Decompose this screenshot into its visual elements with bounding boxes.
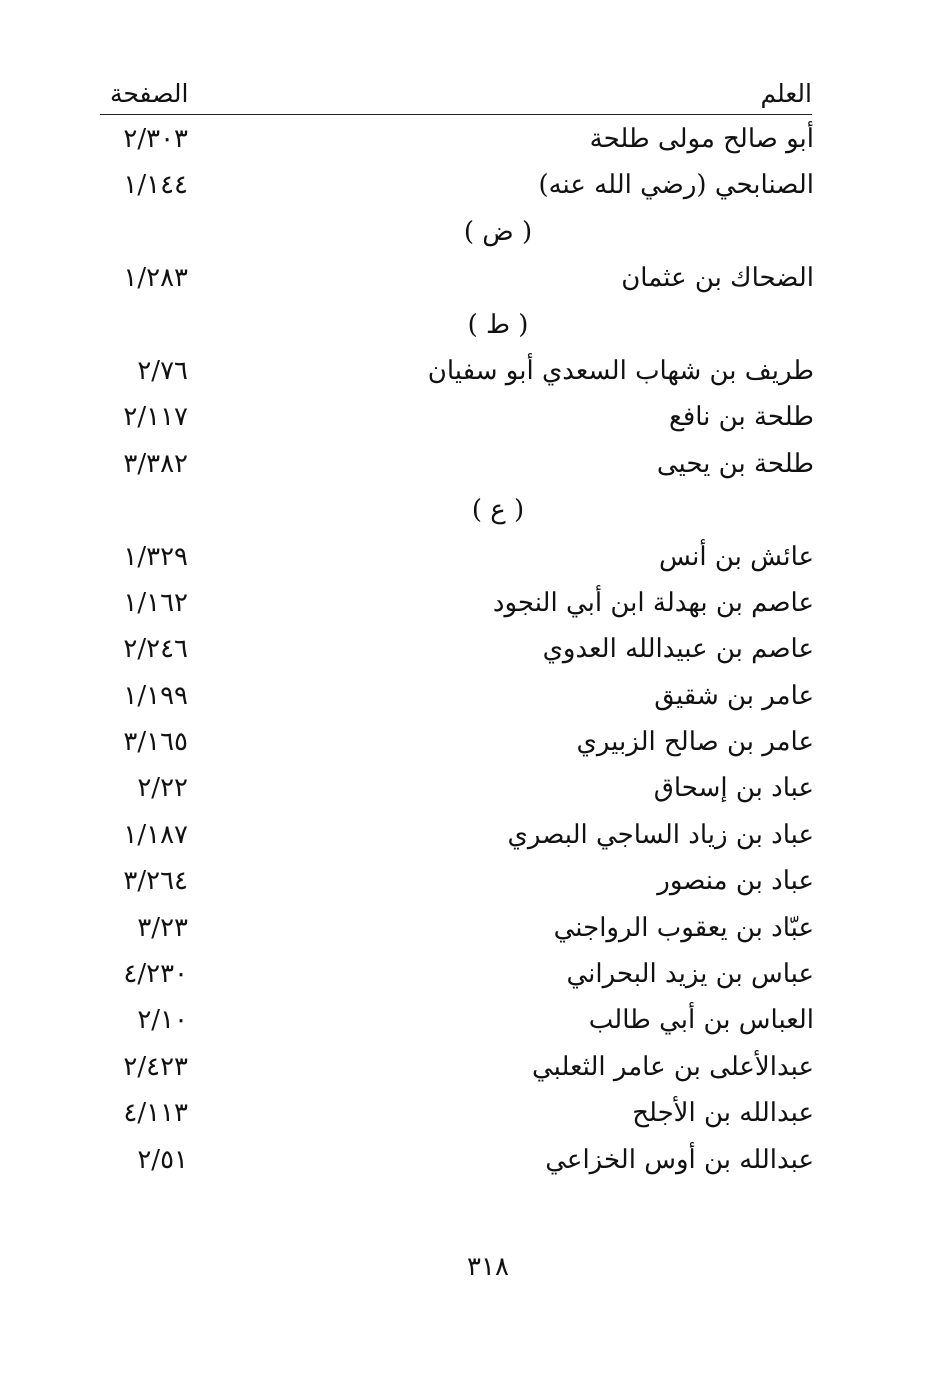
index-entry bbox=[100, 116, 816, 162]
index-entry bbox=[100, 719, 816, 765]
entry-name: طلحة بن يحيى bbox=[656, 448, 814, 479]
index-entry bbox=[100, 580, 816, 626]
entry-name: طريف بن شهاب السعدي أبو سفيان bbox=[427, 355, 814, 386]
index-entry bbox=[100, 1090, 816, 1136]
entry-name: عباد بن منصور bbox=[657, 866, 814, 897]
entry-page-ref: ٤/٢٣٠ bbox=[123, 959, 188, 990]
entry-name: طلحة بن نافع bbox=[668, 402, 814, 433]
section-letter: ( ض ) bbox=[463, 216, 533, 247]
entry-page-ref: ٢/٤٢٣ bbox=[123, 1051, 188, 1082]
entry-page-ref: ٣/٢٣ bbox=[137, 912, 188, 943]
entry-name: عبدالله بن أوس الخزاعي bbox=[545, 1144, 814, 1175]
index-entry bbox=[100, 812, 816, 858]
entry-name: عباس بن يزيد البحراني bbox=[566, 959, 814, 990]
entry-page-ref: ٣/١٦٥ bbox=[123, 727, 188, 758]
index-header bbox=[100, 74, 812, 115]
name-column-heading: العلم bbox=[760, 79, 812, 108]
entry-name: عباد بن زياد الساجي البصري bbox=[507, 819, 814, 850]
index-entry bbox=[100, 765, 816, 811]
letter-section-heading bbox=[100, 487, 816, 533]
entry-name: عبدالأعلى بن عامر الثعلبي bbox=[531, 1051, 814, 1082]
index-entry bbox=[100, 626, 816, 672]
entry-page-ref: ٢/٧٦ bbox=[137, 355, 188, 386]
entry-page-ref: ٢/٥١ bbox=[137, 1144, 188, 1175]
letter-section-heading bbox=[100, 209, 816, 255]
entry-page-ref: ١/١٨٧ bbox=[123, 819, 188, 850]
index-entry bbox=[100, 905, 816, 951]
index-entry bbox=[100, 255, 816, 301]
entry-name: عاصم بن عبيدالله العدوي bbox=[542, 634, 814, 665]
entry-name: عبدالله بن الأجلح bbox=[632, 1098, 814, 1129]
index-entry bbox=[100, 348, 816, 394]
index-entry bbox=[100, 534, 816, 580]
entry-page-ref: ٢/١٠ bbox=[137, 1005, 188, 1036]
entry-name: عاصم بن بهدلة ابن أبي النجود bbox=[492, 587, 814, 618]
entry-page-ref: ٢/١١٧ bbox=[123, 402, 188, 433]
index-entry bbox=[100, 951, 816, 997]
entry-page-ref: ٢/٢٢ bbox=[137, 773, 188, 804]
entry-page-ref: ٤/١١٣ bbox=[123, 1098, 188, 1129]
entry-page-ref: ٢/٣٠٣ bbox=[123, 124, 188, 154]
section-letter: ( ط ) bbox=[467, 309, 529, 340]
index-entry bbox=[100, 1044, 816, 1090]
entry-name: عبّاد بن يعقوب الرواجني bbox=[553, 912, 814, 943]
index-entry bbox=[100, 1137, 816, 1183]
entry-page-ref: ١/١٦٢ bbox=[123, 587, 188, 618]
entry-page-ref: ٣/٢٦٤ bbox=[123, 866, 188, 897]
entry-name: عامر بن صالح الزبيري bbox=[576, 727, 814, 758]
entry-page-ref: ١/١٤٤ bbox=[123, 170, 188, 201]
section-letter: ( ع ) bbox=[471, 495, 525, 526]
entry-name: العباس بن أبي طالب bbox=[588, 1005, 814, 1036]
index-entry bbox=[100, 673, 816, 719]
entry-name: عباد بن إسحاق bbox=[653, 773, 814, 804]
index-entry bbox=[100, 394, 816, 440]
letter-section-heading bbox=[100, 302, 816, 348]
entry-page-ref: ١/٢٨٣ bbox=[123, 263, 188, 294]
entry-name: عامر بن شقيق bbox=[654, 680, 814, 711]
entry-page-ref: ٣/٣٨٢ bbox=[123, 448, 188, 479]
entry-page-ref: ٢/٢٤٦ bbox=[123, 634, 188, 665]
index-entry bbox=[100, 858, 816, 904]
entry-page-ref: ١/١٩٩ bbox=[123, 680, 188, 711]
entry-name: الصنابحي (رضي الله عنه) bbox=[538, 170, 814, 201]
entry-name: أبو صالح مولى طلحة bbox=[589, 124, 814, 154]
index-entry bbox=[100, 997, 816, 1043]
page-number: ٣١٨ bbox=[467, 1252, 509, 1282]
entry-name: الضحاك بن عثمان bbox=[621, 263, 814, 294]
index-entries bbox=[100, 116, 816, 1183]
index-entry bbox=[100, 441, 816, 487]
page-column-heading: الصفحة bbox=[110, 79, 189, 108]
entry-page-ref: ١/٣٢٩ bbox=[123, 541, 188, 572]
index-entry bbox=[100, 162, 816, 208]
entry-name: عائش بن أنس bbox=[659, 541, 814, 572]
